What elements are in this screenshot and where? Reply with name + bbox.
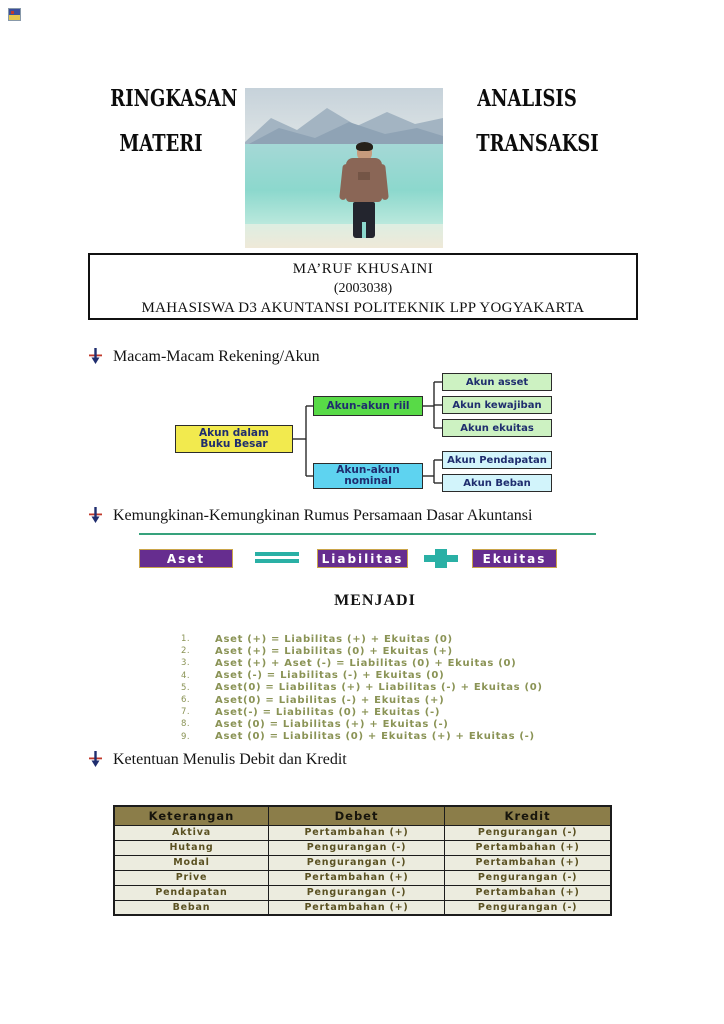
title-materi: MATERI bbox=[119, 130, 203, 157]
cell-debet: Pertambahan (+) bbox=[268, 870, 444, 885]
list-item bbox=[181, 633, 571, 645]
cell-debet: Pengurangan (-) bbox=[268, 855, 444, 870]
item-text: Aset (0) = Liabilitas (+) + Ekuitas (-) bbox=[215, 718, 449, 730]
item-text: Aset (+) + Aset (-) = Liabilitas (0) + Ekuitas (0) bbox=[215, 657, 517, 669]
equation-possibilities-list bbox=[181, 633, 571, 743]
menjadi-heading: MENJADI bbox=[334, 592, 416, 609]
list-item bbox=[181, 670, 571, 682]
cell-kredit: Pengurangan (-) bbox=[445, 825, 611, 840]
table-row bbox=[114, 900, 611, 915]
title-analisis: ANALISIS bbox=[477, 85, 577, 112]
flow-box-root bbox=[175, 425, 293, 453]
cell-debet: Pengurangan (-) bbox=[268, 885, 444, 900]
arrow-bullet-icon bbox=[88, 348, 103, 365]
item-text: Aset (+) = Liabilitas (0) + Ekuitas (+) bbox=[215, 645, 453, 657]
flow-box-akun-beban: Akun Beban bbox=[442, 474, 552, 492]
flow-root-line1: Akun dalam bbox=[199, 426, 269, 439]
green-divider-line bbox=[139, 533, 596, 535]
item-number: 4. bbox=[181, 670, 191, 681]
header-kredit: Kredit bbox=[445, 806, 611, 825]
cell-debet: Pertambahan (+) bbox=[268, 825, 444, 840]
bullet-item-rumus bbox=[88, 506, 532, 525]
cell-keterangan: Prive bbox=[114, 870, 268, 885]
bullet-label: Kemungkinan-Kemungkinan Rumus Persamaan Dasar Akuntansi bbox=[113, 507, 533, 524]
cell-kredit: Pertambahan (+) bbox=[445, 855, 611, 870]
item-text: Aset (+) = Liabilitas (+) + Ekuitas (0) bbox=[215, 633, 453, 645]
cell-keterangan: Hutang bbox=[114, 840, 268, 855]
item-text: Aset(0) = Liabilitas (-) + Ekuitas (+) bbox=[215, 694, 445, 706]
equation-box-aset: Aset bbox=[139, 549, 233, 568]
student-affiliation: MAHASISWA D3 AKUNTANSI POLITEKNIK LPP YOGYAKARTA bbox=[141, 300, 585, 316]
list-item bbox=[181, 718, 571, 730]
cell-keterangan: Beban bbox=[114, 900, 268, 915]
table-row bbox=[114, 825, 611, 840]
flow-box-akun-pendapatan: Akun Pendapatan bbox=[442, 451, 552, 469]
cell-keterangan: Modal bbox=[114, 855, 268, 870]
cell-kredit: Pertambahan (+) bbox=[445, 885, 611, 900]
student-photo bbox=[245, 88, 443, 248]
item-number: 3. bbox=[181, 658, 191, 669]
bullet-item-rekening bbox=[88, 347, 320, 366]
item-text: Aset(-) = Liabilitas (0) + Ekuitas (-) bbox=[215, 706, 441, 718]
shirt-print bbox=[358, 172, 370, 180]
account-flowchart bbox=[170, 365, 600, 505]
cell-debet: Pengurangan (-) bbox=[268, 840, 444, 855]
list-item bbox=[181, 682, 571, 694]
cell-kredit: Pertambahan (+) bbox=[445, 840, 611, 855]
list-item bbox=[181, 694, 571, 706]
arrow-bullet-icon bbox=[88, 751, 103, 768]
debit-kredit-table bbox=[113, 805, 612, 916]
cell-keterangan: Aktiva bbox=[114, 825, 268, 840]
list-item bbox=[181, 645, 571, 657]
page-title-left bbox=[96, 85, 238, 157]
item-number: 1. bbox=[181, 634, 191, 645]
flow-root-line2: Buku Besar bbox=[200, 438, 268, 450]
person-hair bbox=[356, 142, 373, 151]
cell-keterangan: Pendapatan bbox=[114, 885, 268, 900]
item-number: 8. bbox=[181, 719, 191, 730]
equals-icon bbox=[255, 552, 299, 564]
table-row bbox=[114, 885, 611, 900]
identity-box bbox=[88, 253, 638, 320]
bullet-item-debit-kredit bbox=[88, 750, 347, 769]
person-figure bbox=[342, 144, 386, 244]
item-number: 5. bbox=[181, 682, 191, 693]
equation-box-liabilitas: Liabilitas bbox=[317, 549, 408, 568]
flow-box-akun-ekuitas: Akun ekuitas bbox=[442, 419, 552, 437]
flow-nominal-line2: nominal bbox=[344, 475, 392, 487]
item-number: 9. bbox=[181, 731, 191, 742]
item-number: 2. bbox=[181, 646, 191, 657]
item-number: 6. bbox=[181, 695, 191, 706]
cell-debet: Pertambahan (+) bbox=[268, 900, 444, 915]
student-name: MA’RUF KHUSAINI bbox=[292, 261, 434, 277]
title-ringkasan: RINGKASAN bbox=[110, 85, 238, 112]
item-text: Aset (0) = Liabilitas (0) + Ekuitas (+) + Ekuitas (-) bbox=[215, 731, 535, 743]
item-text: Aset(0) = Liabilitas (+) + Liabilitas (-) + Ekuitas (0) bbox=[215, 682, 543, 694]
table-row bbox=[114, 870, 611, 885]
flow-box-akun-asset: Akun asset bbox=[442, 373, 552, 391]
flow-box-riil: Akun-akun riil bbox=[313, 396, 423, 416]
item-number: 7. bbox=[181, 707, 191, 718]
item-text: Aset (-) = Liabilitas (-) + Ekuitas (0) bbox=[215, 670, 445, 682]
cell-kredit: Pengurangan (-) bbox=[445, 900, 611, 915]
table-row bbox=[114, 840, 611, 855]
plus-icon bbox=[424, 549, 458, 568]
flow-box-akun-kewajiban: Akun kewajiban bbox=[442, 396, 552, 414]
photo-mountains bbox=[245, 98, 443, 150]
bullet-label: Macam-Macam Rekening/Akun bbox=[113, 348, 320, 365]
list-item bbox=[181, 731, 571, 743]
list-item bbox=[181, 706, 571, 718]
flow-nominal-line1: Akun-akun bbox=[336, 464, 400, 476]
tiny-image-placeholder-icon bbox=[8, 8, 21, 21]
table-row bbox=[114, 855, 611, 870]
flow-box-nominal bbox=[313, 463, 423, 489]
page-title-right bbox=[462, 85, 599, 157]
student-id: (2003038) bbox=[333, 281, 393, 296]
header-keterangan: Keterangan bbox=[114, 806, 268, 825]
bullet-label: Ketentuan Menulis Debit dan Kredit bbox=[113, 751, 347, 768]
equation-box-ekuitas: Ekuitas bbox=[472, 549, 557, 568]
table-header-row bbox=[114, 806, 611, 825]
cell-kredit: Pengurangan (-) bbox=[445, 870, 611, 885]
list-item bbox=[181, 657, 571, 669]
arrow-bullet-icon bbox=[88, 507, 103, 524]
title-transaksi: TRANSAKSI bbox=[476, 130, 599, 157]
header-debet: Debet bbox=[268, 806, 444, 825]
person-pants bbox=[353, 202, 375, 238]
person-shirt bbox=[346, 158, 382, 202]
